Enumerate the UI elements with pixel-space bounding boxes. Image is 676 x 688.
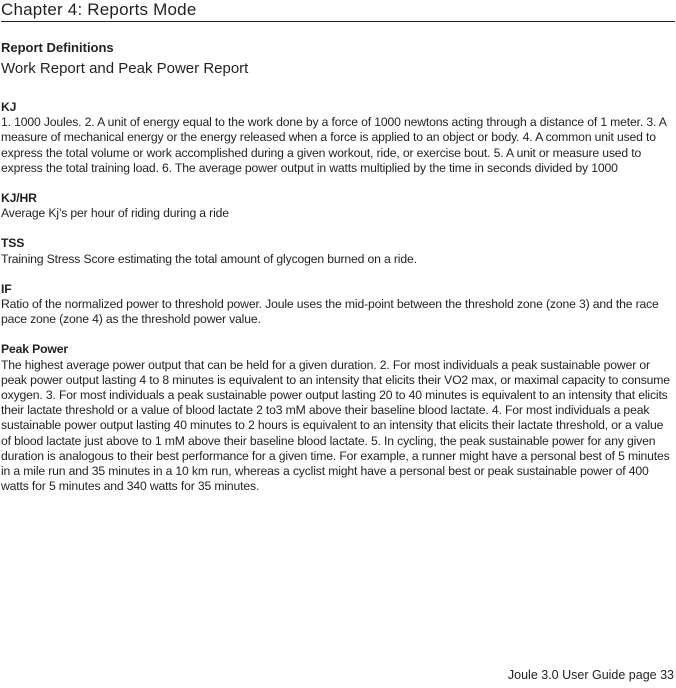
definition-description: The highest average power output that can be held for a given duration. 2. For most individuals a peak sustainable power or peak power output lasting 4 to 8 minutes is equivalent to an intensity that elicits their VO2 max, or maximal capacity to consume oxygen. 3. For most individuals a peak sustainable power output lasting 20 to 40 minutes is equivalent to an intensity that elicits their lactate threshold or a value of blood lactate 2 to3 mM above their baseline blood lactate. 4. For most individuals a peak sustainable power output lasting 40 minutes to 2 hours is equivalent to an intensity that elicits their lactate threshold, or a value of blood lactate just above to 1 mM above their baseline blood lactate. 5. In cycling, the peak sustainable power for any given duration is analogous to their best performance for a given time. For example, a runner might have a personal best of 5 minutes in a mile run and 35 minutes in a 10 km run, whereas a cyclist might have a personal best or peak sustainable power of 400 watts for 5 minutes and 340 watts for 35 minutes. [1, 357, 670, 494]
definitions-list [1, 100, 674, 509]
definition-kj [1, 100, 674, 176]
definition-description: Average Kj’s per hour of riding during a ride [1, 206, 229, 221]
page-footer: Joule 3.0 User Guide page 33 [507, 668, 674, 682]
definition-term: KJ/HR [1, 191, 37, 206]
definition-term: TSS [1, 236, 25, 251]
definition-if [1, 282, 674, 328]
chapter-title: Chapter 4: Reports Mode [1, 0, 675, 22]
definition-term: KJ [1, 100, 17, 114]
definition-tss [1, 236, 674, 266]
definition-kj-hr [1, 191, 674, 221]
definition-description: Training Stress Score estimating the total amount of glycogen burned on a ride. [1, 251, 417, 266]
definition-term: Peak Power [1, 342, 68, 357]
definition-description: 1. 1000 Joules. 2. A unit of energy equal to the work done by a force of 1000 newtons acting through a distance of 1 meter. 3. A measure of mechanical energy or the energy released when a force is applied to an object or body. 4. A common unit used to express the total volume or work accomplished during a given workout, ride, or exercise bout. 5. A unit or measure used to express the total training load. 6. The average power output in watts multiplied by the time in seconds divided by 1000 [1, 115, 667, 175]
definition-term: IF [1, 281, 12, 296]
section-subtitle: Work Report and Peak Power Report [1, 60, 249, 77]
definition-peak-power [1, 342, 674, 494]
section-heading: Report Definitions [1, 40, 114, 55]
definition-description: Ratio of the normalized power to threshold power. Joule uses the mid-point between the threshold zone (zone 3) and the race pace zone (zone 4) as the threshold power value. [1, 297, 659, 327]
